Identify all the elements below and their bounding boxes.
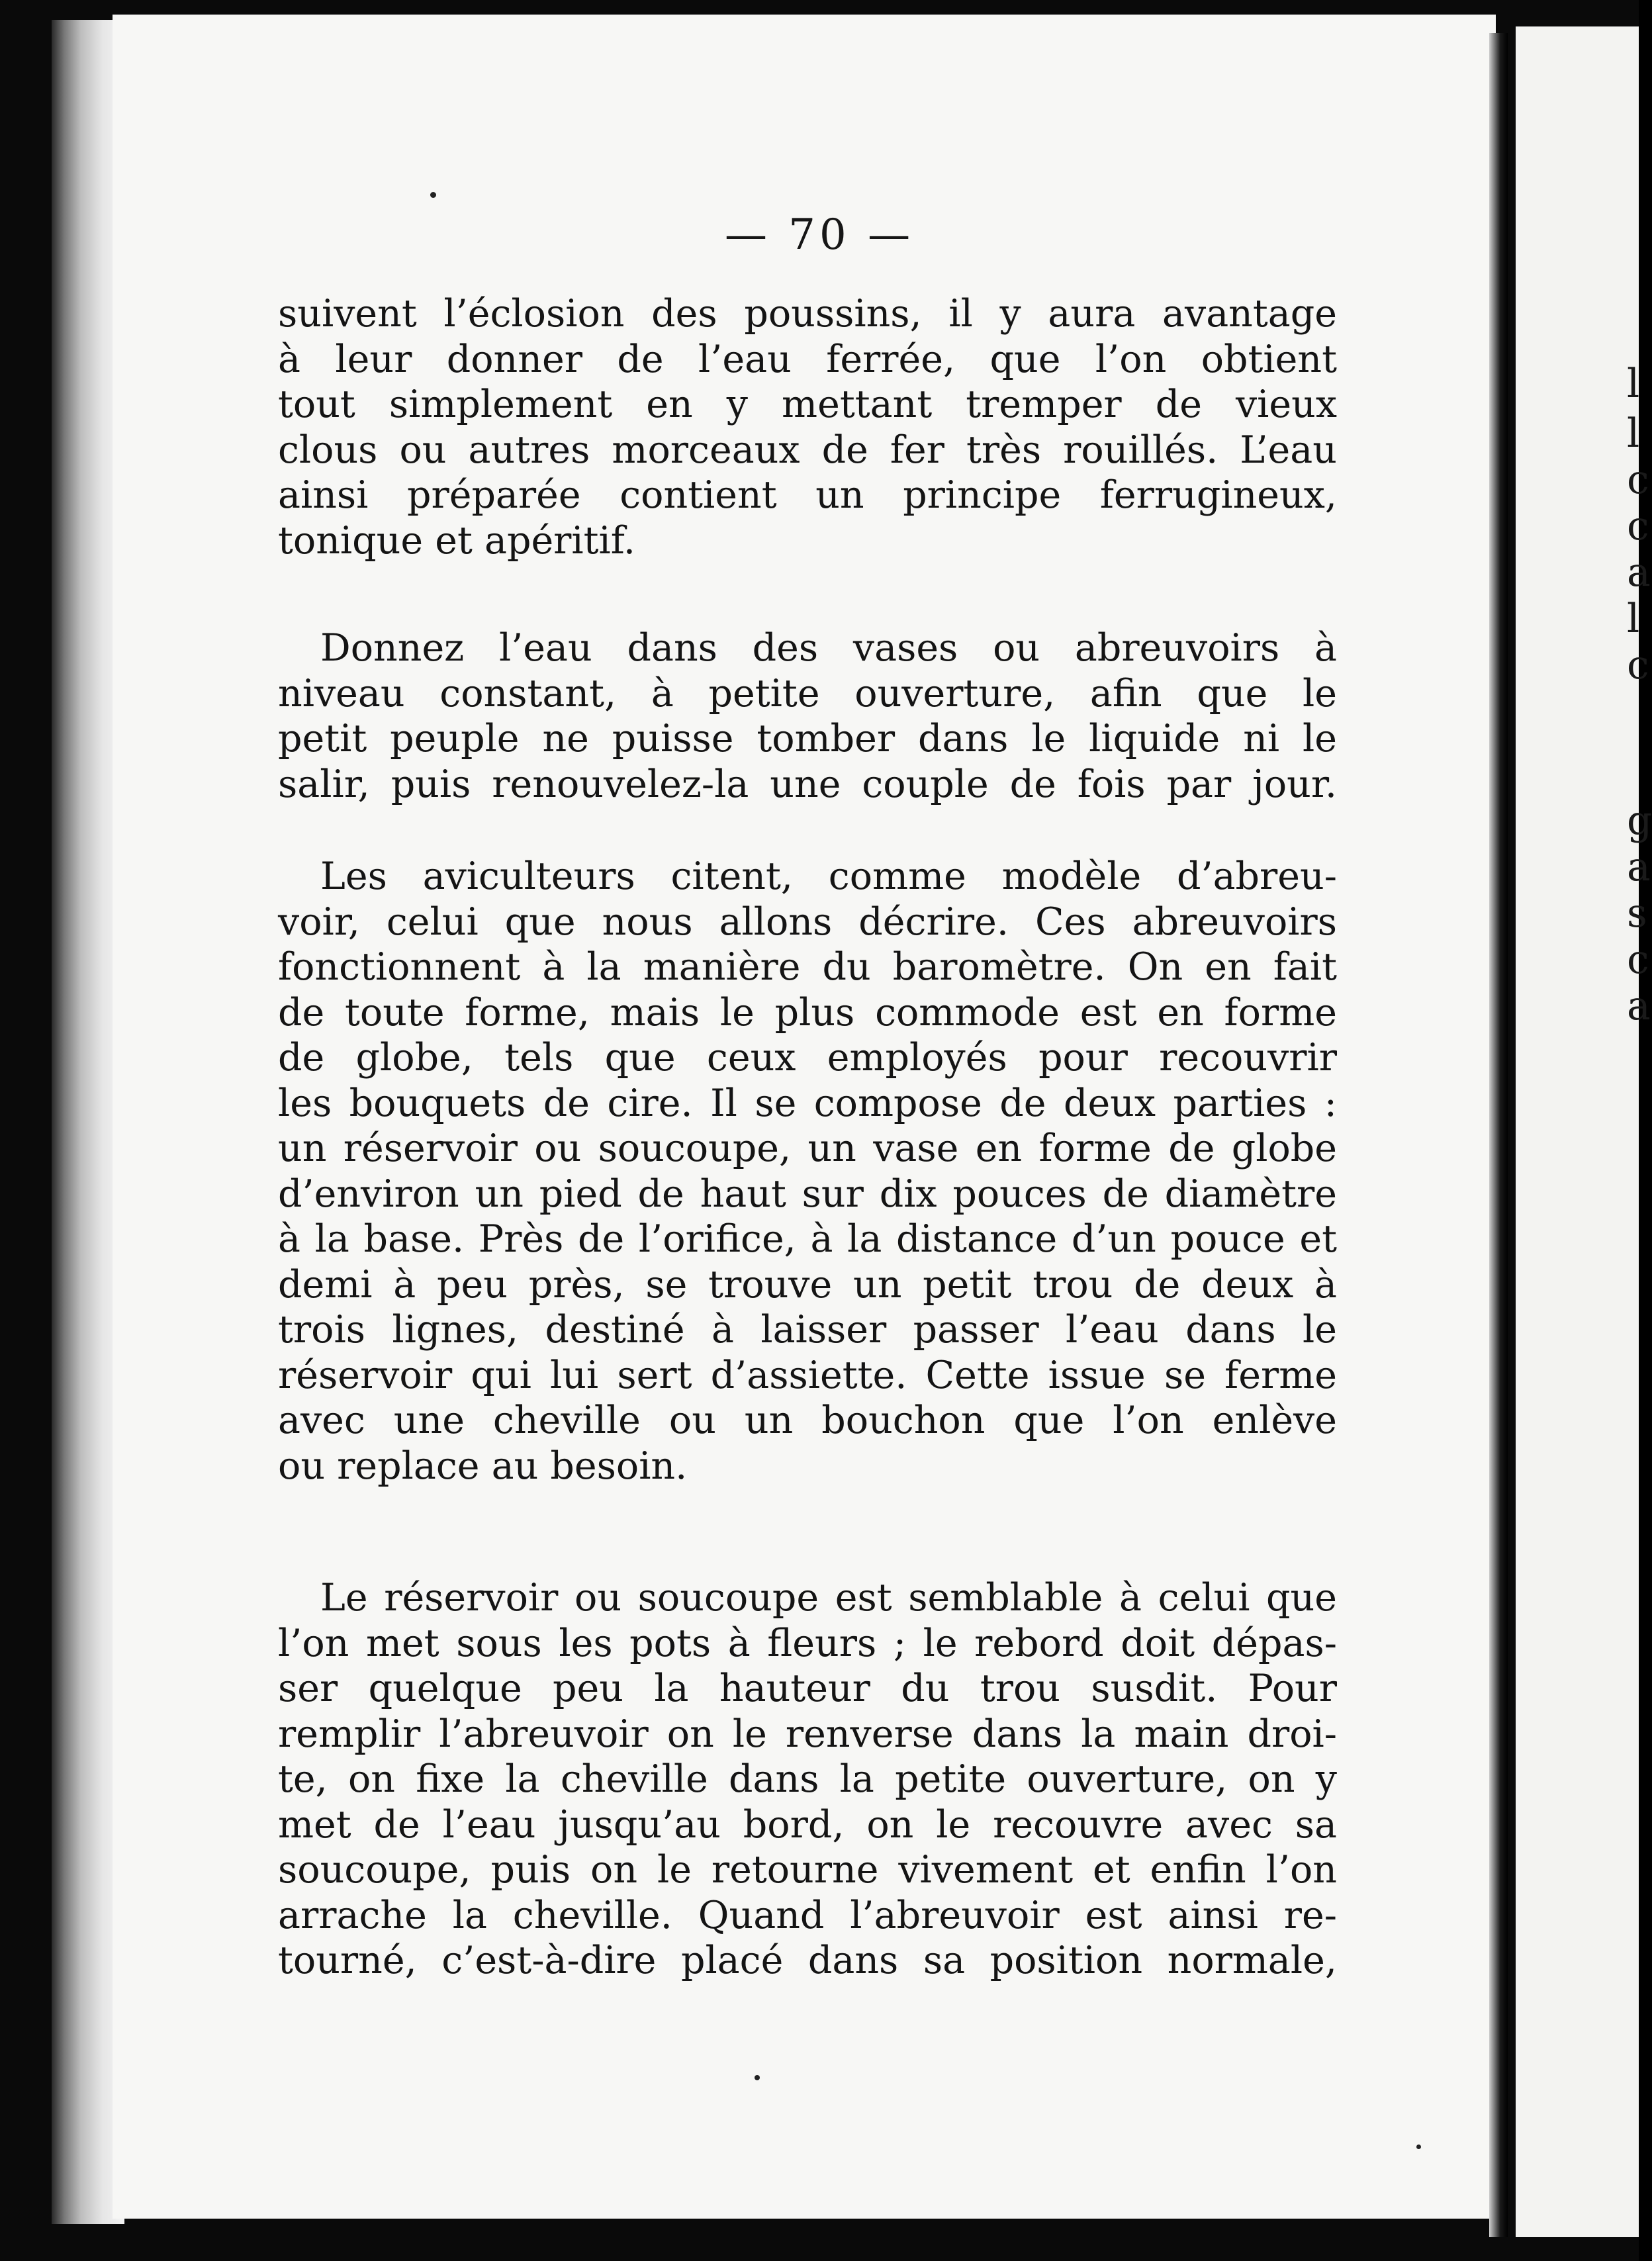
text-line: petit peuple ne puisse tomber dans le liquide ni le (278, 717, 1337, 761)
facing-page-fragment: a (1627, 549, 1651, 596)
scan-speck (430, 192, 436, 198)
scan-speck (755, 2075, 760, 2080)
text-line: soucoupe, puis on le retourne vivement et enfin l’on (278, 1848, 1337, 1892)
text-line: arrache la cheville. Quand l’abreuvoir est ainsi re- (278, 1893, 1337, 1937)
paragraph-1 (278, 291, 1337, 563)
facing-page-fragment: s (1627, 890, 1647, 937)
facing-page-fragment: c (1627, 457, 1649, 503)
text-line: un réservoir ou soucoupe, un vase en forme de globe (278, 1127, 1337, 1170)
facing-page-fragment: l (1627, 361, 1640, 407)
text-line: de globe, tels que ceux employés pour recouvrir (278, 1036, 1337, 1080)
text-line: à la base. Près de l’orifice, à la distance d’un pouce et (278, 1217, 1337, 1261)
text-line: Le réservoir ou soucoupe est semblable à celui que (320, 1576, 1337, 1620)
paragraph-4 (278, 1575, 1337, 1984)
facing-page-fragment: a (1627, 844, 1651, 890)
facing-page-fragment: l (1627, 596, 1640, 642)
text-line: tonique et apéritif. (278, 518, 635, 563)
text-line: demi à peu près, se trouve un petit trou de deux à (278, 1262, 1337, 1307)
paragraph-2 (278, 625, 1337, 807)
facing-page-fragment: c (1627, 937, 1649, 983)
text-line: les bouquets de cire. Il se compose de deux parties : (278, 1081, 1337, 1125)
page-number: — 70 — (724, 210, 915, 259)
text-line: réservoir qui lui sert d’assiette. Cette issue se ferme (278, 1353, 1337, 1397)
facing-page-fragment: c (1627, 642, 1649, 688)
book-gutter (1489, 33, 1508, 2237)
text-line: niveau constant, à petite ouverture, afin que le (278, 671, 1337, 715)
text-line: met de l’eau jusqu’au bord, on le recouvre avec sa (278, 1802, 1337, 1847)
facing-page-fragment: a (1627, 983, 1651, 1029)
paragraph-3 (278, 854, 1337, 1489)
facing-page-fragment: g (1627, 798, 1652, 844)
facing-page-fragment: l (1627, 410, 1640, 457)
text-line: voir, celui que nous allons décrire. Ces abreuvoirs (278, 900, 1337, 944)
facing-page-fragment: c (1627, 503, 1649, 549)
text-line: de toute forme, mais le plus commode est en forme (278, 990, 1337, 1035)
text-line: à leur donner de l’eau ferrée, que l’on obtient (278, 337, 1337, 381)
text-line: trois lignes, destiné à laisser passer l’eau dans le (278, 1308, 1337, 1352)
text-line: Les aviculteurs citent, comme modèle d’abreu- (320, 854, 1337, 898)
text-line: d’environ un pied de haut sur dix pouces de diamètre (278, 1172, 1337, 1216)
scan-speck (1416, 2145, 1421, 2149)
text-line: ainsi préparée contient un principe ferrugineux, (278, 473, 1337, 517)
text-line: remplir l’abreuvoir on le renverse dans la main droi- (278, 1712, 1337, 1756)
text-line: salir, puis renouvelez-la une couple de fois par jour. (278, 762, 1337, 806)
facing-page-sliver (1516, 26, 1652, 2237)
text-line: tourné, c’est-à-dire placé dans sa position normale, (278, 1939, 1337, 1982)
text-line: Donnez l’eau dans des vases ou abreuvoirs à (320, 626, 1337, 670)
text-line: fonctionnent à la manière du baromètre. On en fait (278, 945, 1337, 989)
text-line: suivent l’éclosion des poussins, il y aura avantage (278, 292, 1337, 336)
text-line: te, on fixe la cheville dans la petite ouverture, on y (278, 1757, 1337, 1801)
text-line: l’on met sous les pots à fleurs ; le rebord doit dépas- (278, 1621, 1337, 1665)
text-line: clous ou autres morceaux de fer très rouillés. L’eau (278, 428, 1337, 472)
text-line: tout simplement en y mettant tremper de vieux (278, 383, 1337, 426)
text-line: avec une cheville ou un bouchon que l’on enlève (278, 1399, 1337, 1442)
text-line: ser quelque peu la hauteur du trou susdit. Pour (278, 1667, 1337, 1710)
text-line: ou replace au besoin. (278, 1444, 688, 1488)
